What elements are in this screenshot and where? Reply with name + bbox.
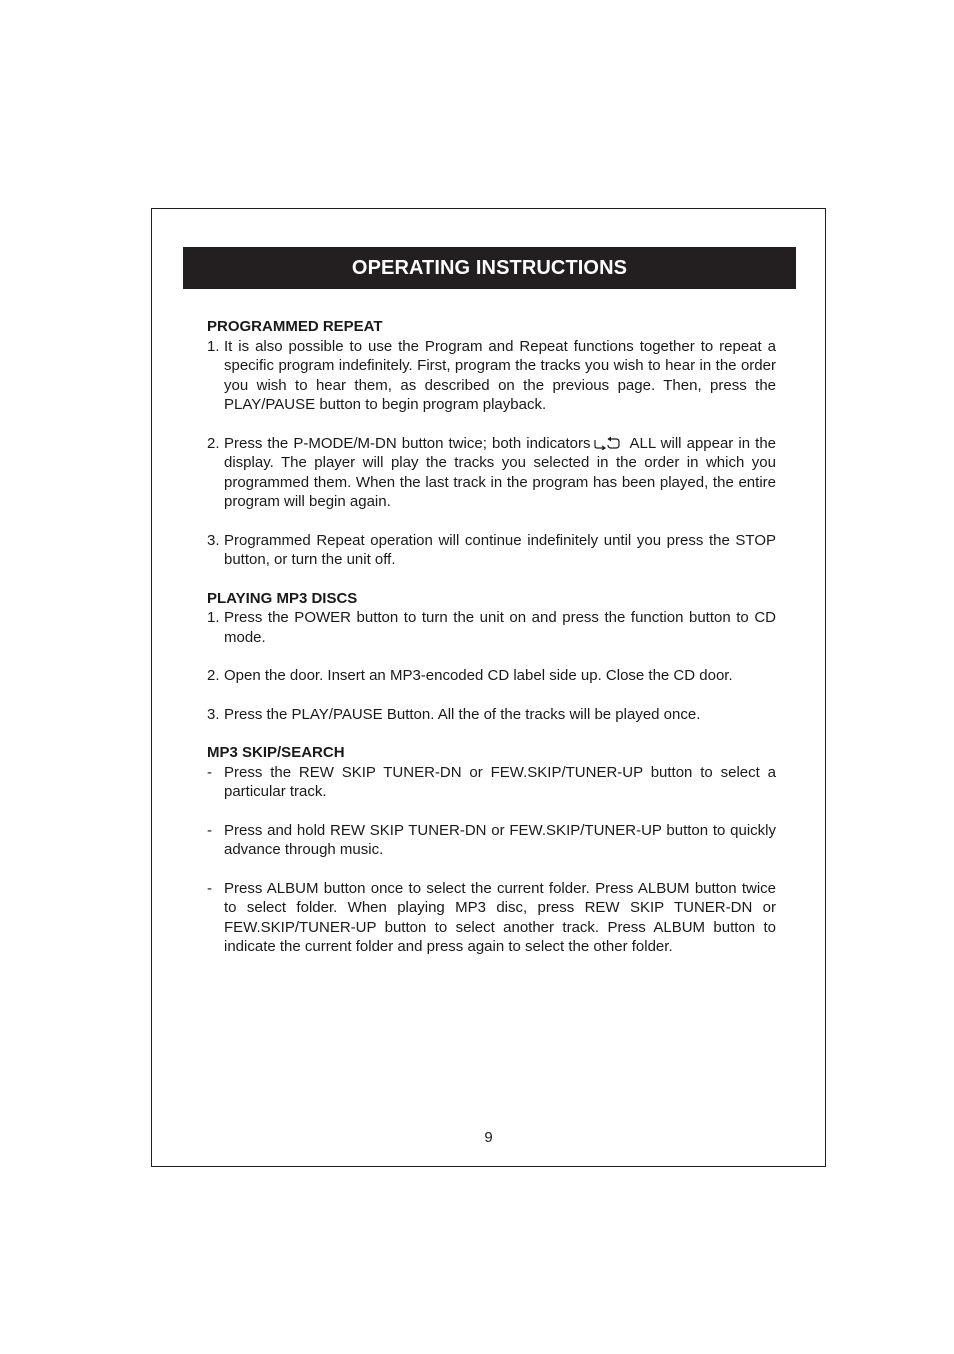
item-text-after: ALL will appear in the display. The player will play the tracks you selected in the order in which you programmed them. When the last track in the program has been played, the entire program will begin again.	[224, 434, 776, 510]
item-marker: -	[207, 879, 212, 897]
item-text: Press and hold REW SKIP TUNER-DN or FEW.SKIP/TUNER-UP button to quickly advance through music.	[224, 821, 776, 858]
section-spacer	[207, 724, 776, 743]
item-text: Press ALBUM button once to select the current folder. Press ALBUM button twice to select folder. When playing MP3 disc, press REW SKIP TUNER-DN or FEW.SKIP/TUNER-UP button to select another track. Press ALBUM button to indicate the current folder and press again to select the other folder.	[224, 879, 776, 955]
section-programmed-repeat	[207, 317, 776, 570]
list-item	[207, 705, 776, 725]
list-item	[207, 666, 776, 686]
list-item	[207, 763, 776, 802]
item-marker: 3.	[207, 531, 220, 549]
item-text: Programmed Repeat operation will continue indefinitely until you press the STOP button, or turn the unit off.	[224, 531, 776, 568]
item-marker: 2.	[207, 434, 220, 452]
section-mp3-skip-search	[207, 743, 776, 957]
item-text: Press the POWER button to turn the unit on and press the function button to CD mode.	[224, 609, 776, 646]
item-marker: 1.	[207, 609, 220, 626]
item-marker: 3.	[207, 705, 220, 723]
page-title: OPERATING INSTRUCTIONS	[351, 257, 628, 279]
section-title: MP3 SKIP/SEARCH	[207, 744, 345, 761]
item-text: It is also possible to use the Program and Repeat functions together to repeat a specific program indefinitely. First, program the tracks you wish to hear in the order you wish to hear them, as described on the previous page. Then, press the PLAY/PAUSE button to begin program playback.	[224, 337, 776, 413]
page-frame	[151, 208, 826, 1167]
item-marker: -	[207, 821, 212, 839]
page-number: 9	[484, 1129, 493, 1146]
item-text: Open the door. Insert an MP3-encoded CD label side up. Close the CD door.	[224, 667, 733, 684]
item-marker: 2.	[207, 667, 220, 684]
item-text: Press the REW SKIP TUNER-DN or FEW.SKIP/TUNER-UP button to select a particular track.	[224, 763, 776, 800]
item-text: Press the PLAY/PAUSE Button. All the of the tracks will be played once.	[224, 705, 701, 723]
section-title: PLAYING MP3 DISCS	[207, 589, 358, 607]
list-item	[207, 821, 776, 860]
repeat-icon	[592, 436, 626, 450]
item-text	[224, 434, 776, 512]
list-item	[207, 337, 776, 415]
item-text-before: Press the P-MODE/M-DN button twice; both indicators	[224, 434, 591, 452]
instructions-content	[207, 317, 776, 957]
item-marker: 1.	[207, 337, 220, 355]
item-marker: -	[207, 763, 212, 781]
section-spacer	[207, 570, 776, 589]
list-item	[207, 531, 776, 570]
page-header	[183, 247, 796, 289]
list-item	[207, 879, 776, 957]
section-title: PROGRAMMED REPEAT	[207, 318, 383, 335]
list-item	[207, 608, 776, 647]
list-item	[207, 434, 776, 512]
section-playing-mp3-discs	[207, 589, 776, 725]
